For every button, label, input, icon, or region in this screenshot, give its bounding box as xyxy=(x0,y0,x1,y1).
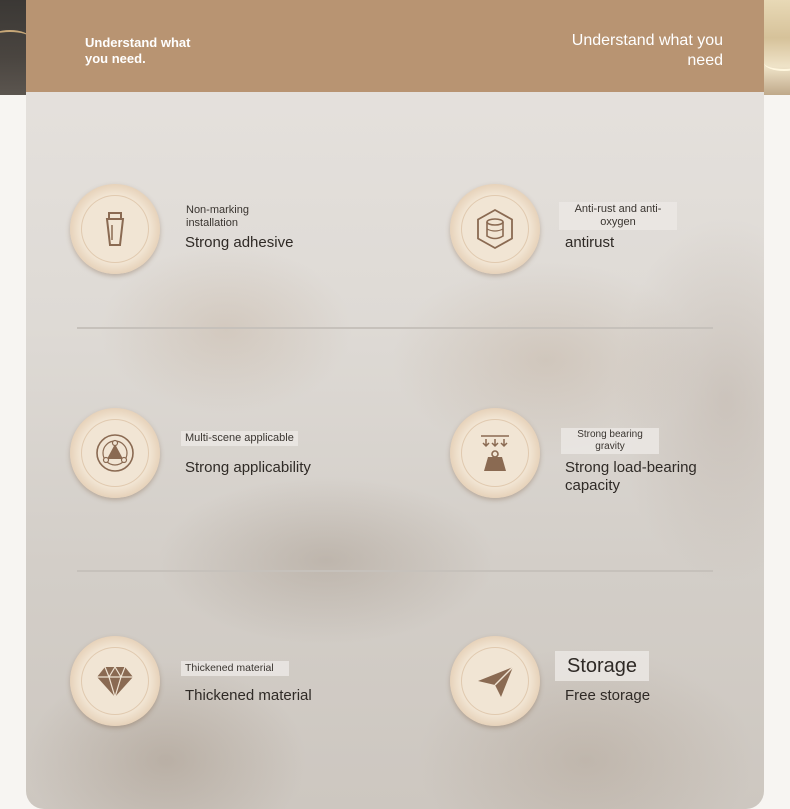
feature-applicability-main: Strong applicability xyxy=(185,459,311,476)
row-divider-2 xyxy=(77,570,713,572)
header-left-text: Understand what you need. xyxy=(85,35,191,66)
feature-applicability xyxy=(70,408,160,498)
feature-antirust-main: antirust xyxy=(565,234,615,251)
feature-adhesive xyxy=(70,184,160,274)
feature-adhesive-small: Non-marking installation xyxy=(186,204,249,229)
right-photo-edge xyxy=(764,0,790,95)
feature-load-bearing-small: Strong bearing gravity xyxy=(561,428,659,454)
feature-thickened-main: Thickened material xyxy=(185,687,312,704)
feature-applicability-small: Multi-scene applicable xyxy=(181,431,298,446)
feature-storage-small: Storage xyxy=(555,651,649,681)
feature-storage-main: Free storage xyxy=(565,687,651,704)
row-divider-1 xyxy=(77,327,713,329)
header-right-text: Understand what you need xyxy=(571,32,723,69)
triangle-orbit-icon xyxy=(93,431,137,475)
tube-icon xyxy=(95,209,135,249)
feature-storage xyxy=(450,636,540,726)
header-banner xyxy=(26,0,764,92)
features-card xyxy=(26,0,764,809)
paper-plane-icon xyxy=(473,659,517,703)
feature-adhesive-main: Strong adhesive xyxy=(185,234,294,251)
feature-antirust xyxy=(450,184,540,274)
weight-icon xyxy=(473,431,517,475)
hexagon-cylinder-icon xyxy=(473,207,517,251)
diamond-icon xyxy=(93,659,137,703)
feature-thickened-small: Thickened material xyxy=(181,661,289,676)
left-photo-edge xyxy=(0,0,26,95)
feature-load-bearing-main: Strong load-bearing capacity xyxy=(565,459,697,494)
feature-load-bearing xyxy=(450,408,540,498)
feature-thickened xyxy=(70,636,160,726)
feature-antirust-small: Anti-rust and anti-oxygen xyxy=(559,202,677,230)
